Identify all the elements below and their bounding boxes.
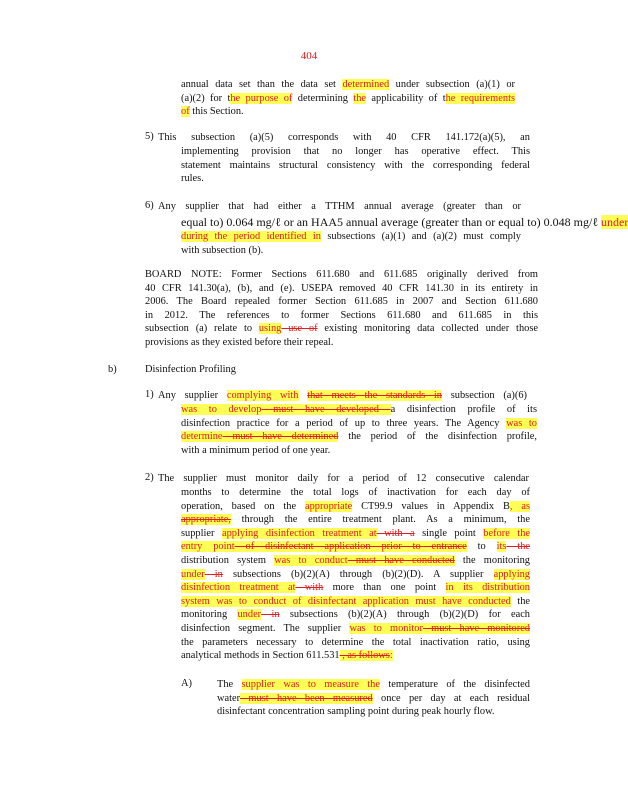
text-line: water must have been measured once per day at each residual — [217, 692, 530, 704]
text-line: appropriate, through the entire treatment plant. As a minimum, the — [181, 514, 530, 526]
text-line: analytical methods in Section 611.531 , as follows: — [181, 650, 393, 662]
text-line: statement maintains structural consistency with the corresponding federal — [181, 159, 530, 171]
text-line: disinfection segment. The supplier was to monitor must have monitored — [181, 622, 530, 634]
text-line: disinfection practice for a period of up to three years. The Agency was to — [181, 417, 537, 429]
continuation-paragraph — [181, 78, 515, 119]
page-number: 404 — [300, 50, 318, 62]
text-line: determine must have determined the period of the disinfection profile, — [181, 431, 537, 443]
item-number: 1) — [145, 389, 154, 400]
subsection-title: Disinfection Profiling — [145, 364, 236, 375]
paragraph-b2-body — [181, 486, 530, 663]
text-line: The supplier was to measure the temperature of the disinfected — [217, 679, 530, 690]
text-line: system was to conduct of disinfectant application must have conducted the — [181, 595, 530, 607]
paragraph-b2 — [158, 472, 529, 486]
text-line: 2006. The Board repealed former Section 611.685 in 2007 and Section 611.680 — [145, 296, 538, 308]
text-line: disinfectant concentration sampling point during peak hourly flow. — [217, 706, 495, 718]
item-number: 5) — [145, 131, 154, 142]
text-line: (a)(2) for the purpose of determining the applicability of the requirements — [181, 92, 515, 104]
text-line: This subsection (a)(5) corresponds with 40 CFR 141.172(a)(5), an — [158, 132, 530, 143]
text-line: months to determine the total logs of inactivation for each day of — [181, 487, 530, 498]
text-line: Any supplier complying with that meets the standards in subsection (a)(6) — [158, 390, 527, 401]
paragraph-6 — [158, 200, 521, 214]
text-line: of this Section. — [181, 106, 244, 118]
text-line: during the period identified in subsections (a)(1) and (a)(2) must comply — [181, 231, 521, 242]
text-line: in 2012. The references to former Sections 611.680 and 611.685 in this — [145, 309, 538, 321]
text-line: BOARD NOTE: Former Sections 611.680 and 611.685 originally derived from — [145, 269, 538, 280]
text-line: supplier applying disinfection treatment at with a single point before the — [181, 527, 530, 539]
paragraph-bA — [217, 678, 530, 719]
item-number: 6) — [145, 200, 154, 211]
text-line: provisions as they existed before their repeal. — [145, 336, 334, 348]
item-number: 2) — [145, 472, 154, 483]
text-line: distribution system was to conduct must have conducted the monitoring — [181, 554, 530, 566]
subsection-label: b) — [108, 364, 117, 375]
text-line: under in subsections (b)(2)(A) through (b)(2)(D). A supplier applying — [181, 568, 530, 580]
board-note — [145, 268, 538, 350]
paragraph-5-body — [181, 145, 530, 186]
text-line: the parameters necessary to determine the total inactivation ratio, using — [181, 636, 530, 648]
text-line: Any supplier that had either a TTHM annual average (greater than or — [158, 201, 521, 212]
paragraph-6-body — [181, 214, 628, 257]
paragraph-5 — [158, 131, 530, 145]
text-line: disinfection treatment at with more than one point in its distribution — [181, 582, 531, 594]
text-line: with subsection (b). — [181, 244, 264, 256]
text-line: monitoring under in subsections (b)(2)(A) through (b)(2)(D) for each — [181, 609, 531, 621]
text-line: implementing provision that no longer has operative effect. This — [181, 146, 530, 157]
text-line: rules. — [181, 173, 204, 185]
paragraph-b1 — [158, 389, 527, 403]
text-line: annual data set than the data set determined under subsection (a)(1) or — [181, 79, 515, 90]
text-line: operation, based on the appropriate CT99.9 values in Appendix B, as — [181, 500, 530, 512]
text-line: subsection (a) relate to using use of existing monitoring data collected under those — [145, 323, 538, 335]
text-line: with a minimum period of one year. — [181, 444, 331, 456]
paragraph-b1-body — [181, 403, 537, 457]
text-line: The supplier must monitor daily for a period of 12 consecutive calendar — [158, 473, 529, 484]
text-line: entry point of disinfectant application prior to entrance to its the — [181, 541, 531, 553]
item-number: A) — [181, 678, 192, 689]
text-line: was to develop must have developed a disinfection profile of its — [181, 404, 537, 415]
text-line: 40 CFR 141.30(a), (b), and (e). USEPA removed 40 CFR 141.30 in its entirety in — [145, 282, 538, 294]
text-line: equal to) 0.064 mg/ℓ or an HAA5 annual average (greater than or equal to) 0.048 mg/ℓ under — [181, 215, 628, 229]
